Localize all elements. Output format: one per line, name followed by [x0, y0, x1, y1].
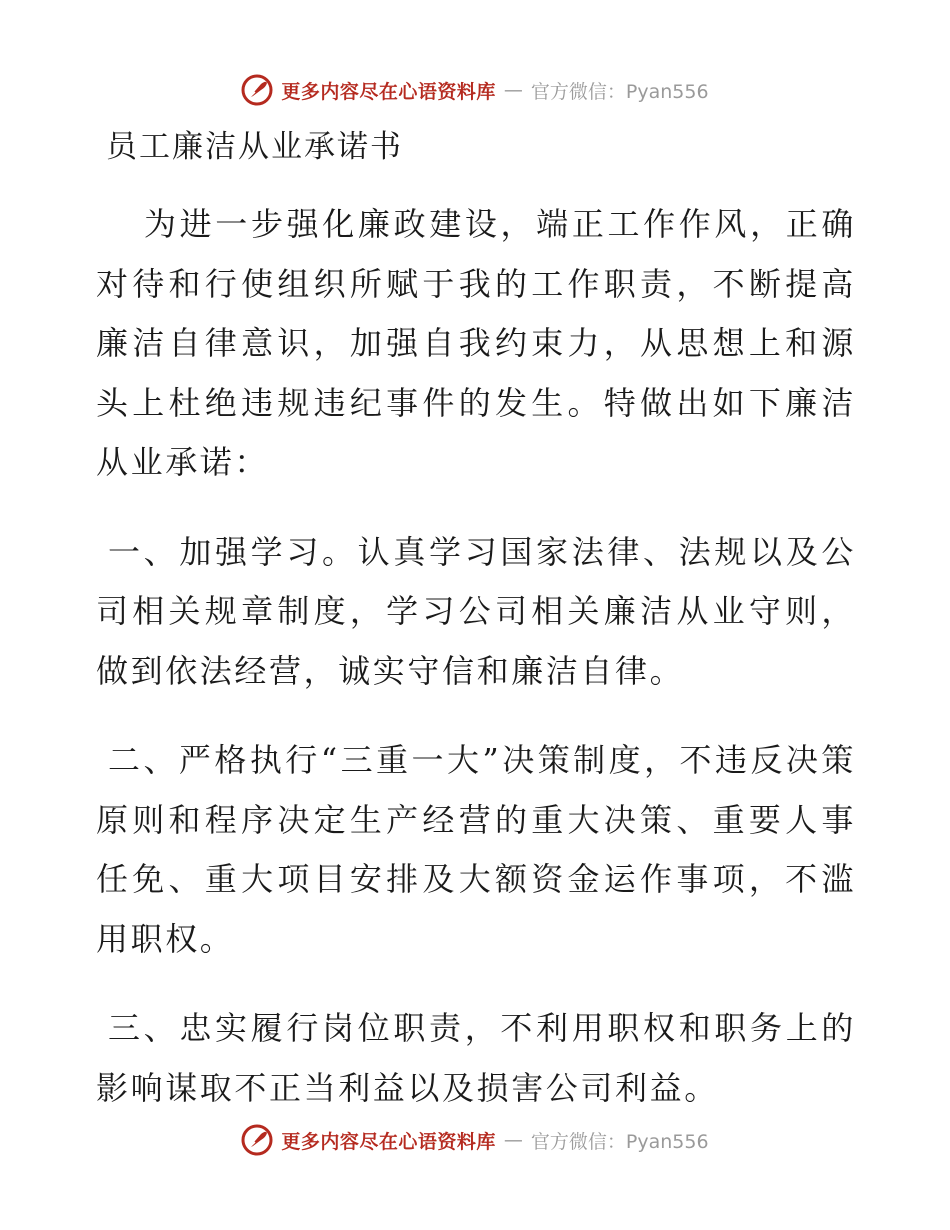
watermark-contact-text: 官方微信：Pyan556 [530, 80, 709, 103]
feather-pen-logo-icon [241, 1124, 273, 1156]
commitment-item-2: 二、严格执行“三重一大”决策制度，不违反决策原则和程序决定生产经营的重大决策、重要人事任免、重大项目安排及大额资金运作事项，不滥用职权。 [96, 741, 856, 958]
watermark-header [0, 70, 950, 110]
watermark-separator: — [503, 79, 523, 101]
commitment-item-3: 三、忠实履行岗位职责，不利用职权和职务上的影响谋取不正当利益以及损害公司利益。 [96, 1009, 856, 1107]
document-title: 员工廉洁从业承诺书 [106, 129, 403, 165]
watermark-footer [0, 1120, 950, 1160]
intro-paragraph: 为进一步强化廉政建设，端正工作作风，正确对待和行使组织所赋于我的工作职责，不断提高廉洁自律意识，加强自我约束力，从思想上和源头上杜绝违规违纪事件的发生。特做出如下廉洁从业承诺： [96, 205, 856, 481]
document-body [96, 195, 856, 1118]
watermark-brand-text: 更多内容尽在心语资料库 [281, 80, 496, 103]
watermark-contact-text: 官方微信：Pyan556 [530, 1130, 709, 1153]
feather-pen-logo-icon [241, 74, 273, 106]
watermark-brand-text: 更多内容尽在心语资料库 [281, 1130, 496, 1153]
commitment-item-1: 一、加强学习。认真学习国家法律、法规以及公司相关规章制度，学习公司相关廉洁从业守则，做到依法经营，诚实守信和廉洁自律。 [96, 532, 856, 690]
watermark-separator: — [503, 1129, 523, 1151]
